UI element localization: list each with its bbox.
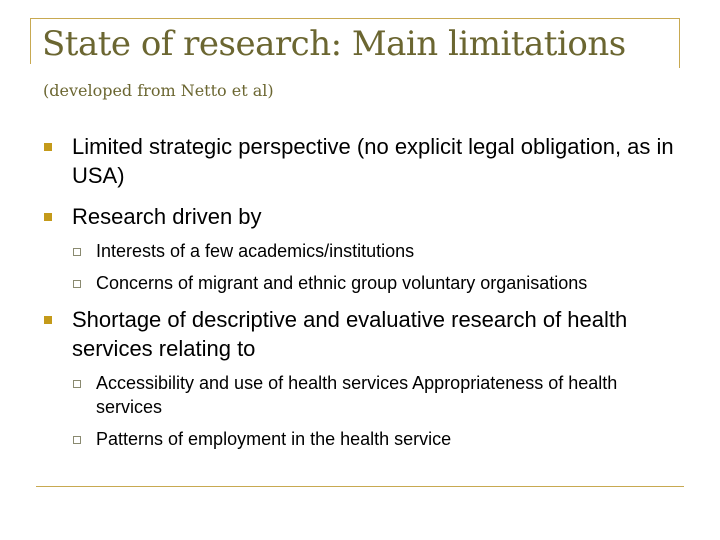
hollow-square-bullet-icon bbox=[73, 280, 81, 288]
sub-bullet-text: Concerns of migrant and ethnic group voluntary organisations bbox=[96, 273, 588, 293]
sub-bullet-text: Interests of a few academics/institutions bbox=[96, 241, 415, 261]
frame-left-line bbox=[30, 18, 31, 64]
bullet-text: Limited strategic perspective (no explicit legal obligation, as in USA) bbox=[72, 134, 674, 188]
square-bullet-icon bbox=[44, 316, 52, 324]
frame-right-line bbox=[679, 18, 680, 68]
bullet-item bbox=[44, 305, 684, 363]
sub-bullet-item bbox=[72, 271, 684, 295]
sub-bullet-text: Accessibility and use of health services Appropriateness of health services bbox=[96, 373, 618, 417]
hollow-square-bullet-icon bbox=[73, 380, 81, 388]
square-bullet-icon bbox=[44, 213, 52, 221]
slide-title: State of research: Main limitations bbox=[42, 24, 626, 64]
bullet-text: Shortage of descriptive and evaluative research of health services relating to bbox=[72, 307, 628, 361]
bullet-list bbox=[44, 132, 684, 451]
sub-bullet-item bbox=[72, 427, 684, 451]
bullet-item bbox=[44, 202, 684, 231]
bullet-item bbox=[44, 132, 684, 190]
square-bullet-icon bbox=[44, 143, 52, 151]
hollow-square-bullet-icon bbox=[73, 436, 81, 444]
hollow-square-bullet-icon bbox=[73, 248, 81, 256]
sub-bullet-item bbox=[72, 239, 684, 263]
frame-bottom-line bbox=[36, 486, 684, 487]
frame-top-line bbox=[30, 18, 680, 19]
slide-subtitle: (developed from Netto et al) bbox=[43, 81, 274, 100]
sub-bullet-text: Patterns of employment in the health service bbox=[96, 429, 452, 449]
sub-bullet-item bbox=[72, 371, 684, 419]
bullet-text: Research driven by bbox=[72, 204, 262, 229]
